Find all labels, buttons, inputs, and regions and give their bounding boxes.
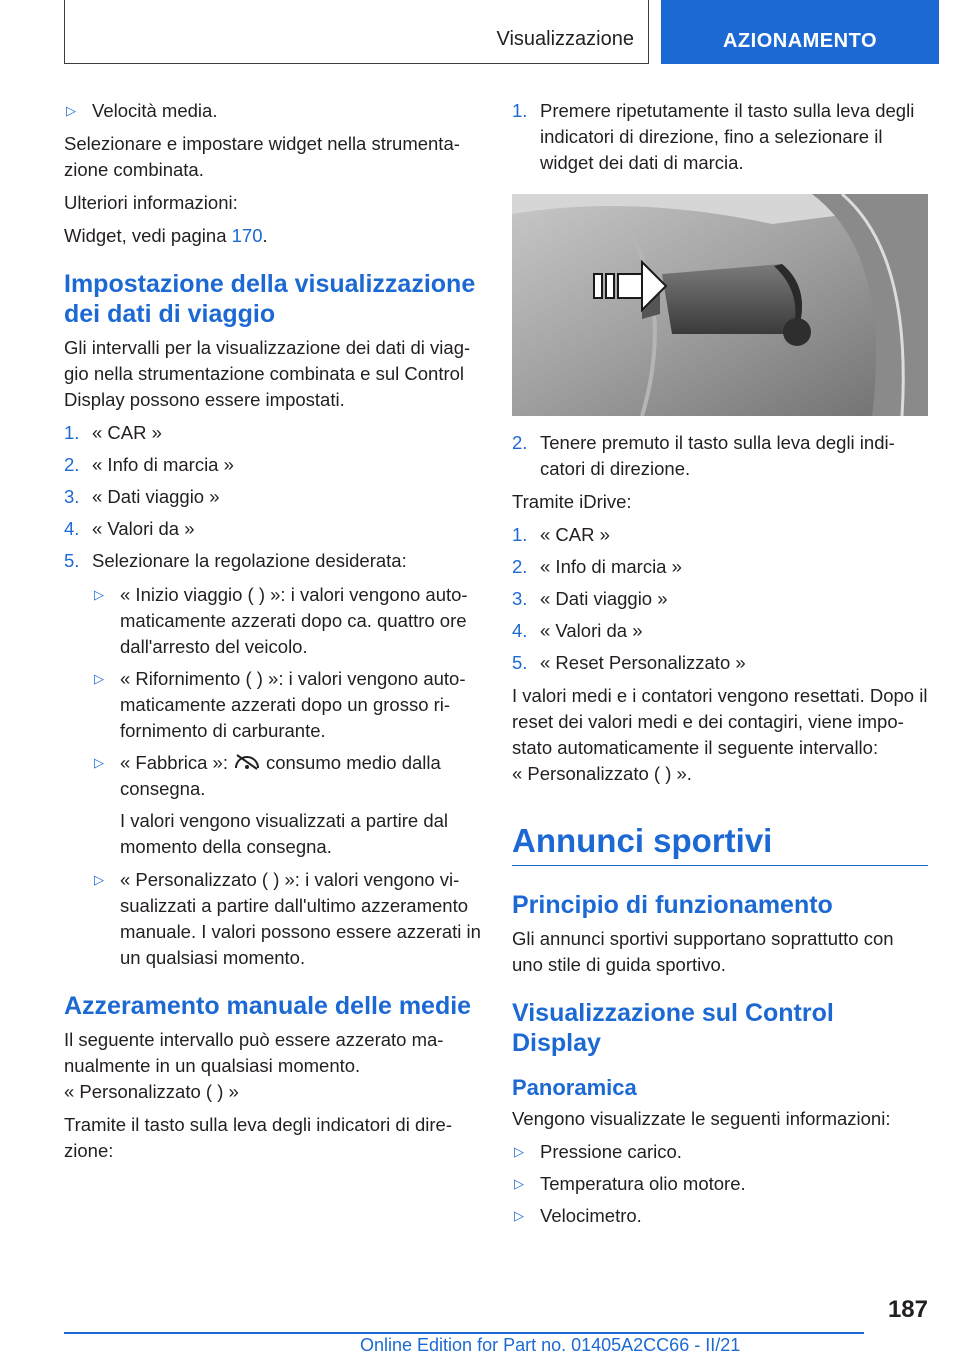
bullet-list bbox=[512, 1139, 928, 1229]
step-number: 1. bbox=[512, 524, 528, 545]
paragraph: Gli intervalli per la visualizzazione dei dati di viag-gio nella strumentazione combinata e sul Control Display possono essere impostati. bbox=[64, 337, 471, 410]
option-item: ▷ « Personalizzato ( ) »: i valori vengono vi-sualizzati a partire dall'ultimo azzeramento manuale. I valori possono essere azzerati in un qualsiasi momento. bbox=[92, 867, 484, 971]
paragraph: Ulteriori informazioni: bbox=[64, 192, 238, 213]
step-text: « CAR » bbox=[540, 524, 610, 545]
step-number: 2. bbox=[512, 432, 528, 453]
step-text: Premere ripetutamente il tasto sulla leva degli indicatori di direzione, fino a selezionare il widget dei dati di marcia. bbox=[540, 100, 915, 173]
header-section-title: Visualizzazione bbox=[496, 28, 634, 50]
page-number: 187 bbox=[887, 1296, 928, 1323]
option-list bbox=[92, 582, 484, 971]
option-label: « Fabbrica »: bbox=[120, 752, 228, 773]
list-item bbox=[64, 452, 484, 478]
heading-annunci-sportivi: Annunci sportivi bbox=[512, 821, 928, 866]
step-number: 4. bbox=[64, 518, 80, 539]
list-item bbox=[512, 430, 928, 482]
list-item bbox=[512, 586, 928, 612]
header-chapter-title: AZIONAMENTO bbox=[722, 30, 877, 52]
paragraph: Gli annunci sportivi supportano soprattutto con uno stile di guida sportivo. bbox=[512, 928, 894, 975]
paragraph: « Personalizzato ( ) » bbox=[64, 1081, 239, 1102]
step-number: 1. bbox=[512, 100, 528, 121]
paragraph: Vengono visualizzate le seguenti informazioni: bbox=[512, 1108, 891, 1129]
list-item bbox=[64, 548, 484, 971]
text: . bbox=[262, 225, 268, 246]
list-item: ▷ Temperatura olio motore. bbox=[512, 1171, 928, 1197]
heading-impostazione: Impostazione della visualizzazione dei dati di viaggio bbox=[64, 270, 476, 328]
step-text: « Info di marcia » bbox=[540, 556, 682, 577]
step-text: « Valori da » bbox=[92, 518, 195, 539]
paragraph-widget-ref bbox=[64, 223, 484, 249]
option-item: ▷ « Rifornimento ( ) »: i valori vengono auto-maticamente azzerati dopo un grosso ri-fornimento di carburante. bbox=[92, 666, 484, 744]
list-item bbox=[512, 98, 928, 176]
header-section-box bbox=[64, 0, 649, 64]
page-link-170[interactable]: 170 bbox=[231, 225, 263, 246]
numbered-list bbox=[64, 420, 484, 971]
numbered-list bbox=[512, 98, 928, 176]
paragraph: Il seguente intervallo può essere azzerato ma-nualmente in un qualsiasi momento. bbox=[64, 1029, 444, 1076]
heading-visualizzazione-control-display: Visualizzazione sul Control Display bbox=[512, 999, 834, 1057]
paragraph: I valori medi e i contatori vengono resettati. Dopo il reset dei valori medi e dei contagiri, viene impo-stato automaticamente il seguente intervallo: bbox=[512, 685, 928, 758]
header-chapter-tab[interactable] bbox=[661, 0, 939, 64]
step-number: 2. bbox=[64, 454, 80, 475]
step-text: « CAR » bbox=[92, 422, 162, 443]
list-item bbox=[512, 522, 928, 548]
step-text: Tenere premuto il tasto sulla leva degli indi-catori di direzione. bbox=[540, 432, 895, 479]
heading-principio: Principio di funzionamento bbox=[512, 891, 833, 919]
option-item: ▷ « Inizio viaggio ( ) »: i valori vengono auto-maticamente azzerati dopo ca. quattro ore dall'arresto del veicolo. bbox=[92, 582, 484, 660]
list-item bbox=[512, 554, 928, 580]
heading-panoramica: Panoramica bbox=[512, 1075, 637, 1100]
step-number: 2. bbox=[512, 556, 528, 577]
footer-divider bbox=[64, 1332, 864, 1334]
step-text: « Dati viaggio » bbox=[540, 588, 668, 609]
paragraph: Tramite iDrive: bbox=[512, 491, 632, 512]
step-text: « Info di marcia » bbox=[92, 454, 234, 475]
step-number: 4. bbox=[512, 620, 528, 641]
step-text: Selezionare la regolazione desiderata: bbox=[92, 550, 407, 571]
left-column bbox=[64, 98, 484, 1171]
list-item: ▷ Velocimetro. bbox=[512, 1203, 928, 1229]
option-subtext: I valori vengono visualizzati a partire dal momento della consegna. bbox=[120, 810, 449, 857]
factory-consumption-icon bbox=[234, 753, 260, 771]
list-item: ▷ Velocità media. bbox=[64, 98, 484, 124]
paragraph: « Personalizzato ( ) ». bbox=[512, 763, 692, 784]
list-item bbox=[64, 484, 484, 510]
turn-signal-lever-photo bbox=[512, 194, 928, 416]
list-item bbox=[64, 420, 484, 446]
step-text: « Valori da » bbox=[540, 620, 643, 641]
step-text: « Reset Personalizzato » bbox=[540, 652, 746, 673]
list-item bbox=[64, 516, 484, 542]
bullet-list bbox=[64, 98, 484, 124]
option-item bbox=[92, 750, 484, 860]
numbered-list bbox=[512, 522, 928, 676]
numbered-list bbox=[512, 430, 928, 482]
heading-azzeramento: Azzeramento manuale delle medie bbox=[64, 992, 472, 1020]
list-item: ▷ Pressione carico. bbox=[512, 1139, 928, 1165]
step-number: 3. bbox=[64, 486, 80, 507]
list-item bbox=[512, 618, 928, 644]
paragraph: Tramite il tasto sulla leva degli indicatori di dire-zione: bbox=[64, 1114, 452, 1161]
step-number: 5. bbox=[64, 550, 80, 571]
step-number: 3. bbox=[512, 588, 528, 609]
right-column bbox=[512, 98, 928, 1236]
step-number: 1. bbox=[64, 422, 80, 443]
option-text: consumo medio dalla consegna. bbox=[120, 752, 441, 799]
step-number: 5. bbox=[512, 652, 528, 673]
paragraph: Selezionare e impostare widget nella strumenta-zione combinata. bbox=[64, 133, 460, 180]
list-item bbox=[512, 650, 928, 676]
edition-text: Online Edition for Part no. 01405A2CC66 - II/21 bbox=[360, 1335, 741, 1355]
step-text: « Dati viaggio » bbox=[92, 486, 220, 507]
text: Widget, vedi pagina bbox=[64, 225, 232, 246]
